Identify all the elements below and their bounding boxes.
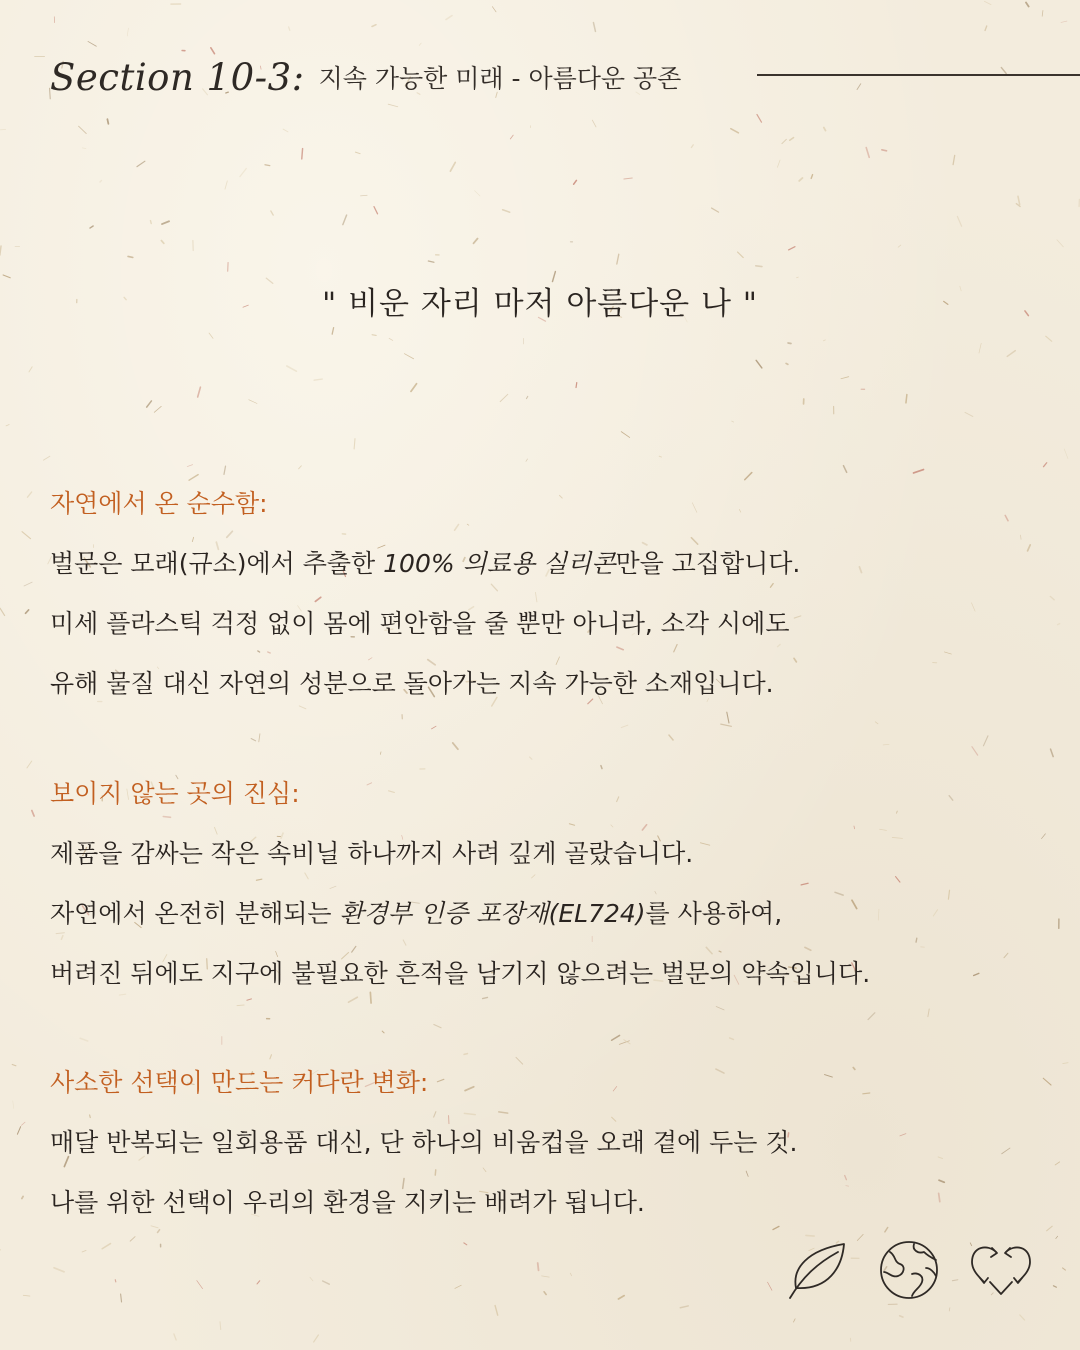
- paper-speck: [475, 191, 480, 196]
- paper-speck: [79, 126, 87, 133]
- paper-speck: [446, 16, 452, 20]
- paper-speck: [1026, 2, 1029, 6]
- paper-speck: [0, 129, 6, 130]
- paper-speck: [100, 181, 101, 183]
- paper-speck: [841, 377, 849, 379]
- paper-speck: [27, 492, 31, 497]
- line-text: 미세 플라스틱 걱정 없이 몸에 편안함을 줄 뿐만 아니라, 소각 시에도: [50, 609, 790, 638]
- paper-speck: [985, 26, 987, 30]
- paper-speck: [972, 747, 978, 755]
- emphasis-text: 환경부 인증 포장재(EL724): [339, 899, 646, 928]
- paper-speck: [389, 338, 393, 340]
- paper-speck: [283, 129, 288, 132]
- body-line: [50, 884, 1020, 944]
- paper-speck: [115, 1280, 116, 1282]
- paper-speck: [1043, 1078, 1051, 1085]
- paper-speck: [411, 384, 417, 392]
- paper-speck: [530, 757, 532, 759]
- paper-speck: [1020, 1315, 1025, 1320]
- paper-speck: [257, 1281, 260, 1284]
- paper-speck: [1028, 545, 1031, 551]
- paper-speck: [249, 400, 257, 404]
- paper-speck: [824, 128, 826, 131]
- paper-speck: [43, 456, 49, 460]
- paper-speck: [790, 138, 794, 141]
- paper-speck: [289, 27, 290, 30]
- paper-speck: [428, 261, 434, 262]
- paper-speck: [789, 247, 795, 250]
- paper-speck: [928, 1009, 929, 1017]
- paper-speck: [793, 1319, 795, 1322]
- paper-speck: [544, 1292, 546, 1295]
- paper-speck: [287, 366, 297, 371]
- paper-speck: [80, 1038, 88, 1041]
- paper-speck: [786, 363, 788, 364]
- paper-speck: [6, 425, 9, 426]
- paper-speck: [332, 328, 333, 335]
- body-line: [50, 1173, 1020, 1233]
- paper-speck: [492, 7, 496, 12]
- page-header: [50, 52, 1080, 102]
- paper-speck: [1041, 834, 1045, 839]
- body-line: [50, 1113, 1020, 1173]
- paper-speck: [380, 752, 381, 755]
- paper-speck: [354, 439, 355, 449]
- line-text: 버려진 뒤에도 지구에 불필요한 흔적을 남기지 않으려는 벌문의 약속입니다.: [50, 959, 871, 988]
- paper-speck: [1055, 1162, 1059, 1165]
- paper-speck: [130, 1237, 135, 1241]
- paper-speck: [1057, 240, 1063, 247]
- paper-speck: [174, 1334, 176, 1340]
- paper-speck: [198, 387, 201, 397]
- paper-speck: [21, 1122, 25, 1125]
- paper-speck: [128, 256, 133, 257]
- paper-speck: [510, 135, 513, 139]
- paper-speck: [299, 466, 302, 469]
- paper-speck: [624, 178, 632, 179]
- paper-speck: [251, 739, 255, 741]
- paper-speck: [372, 335, 376, 336]
- paper-speck: [32, 811, 34, 817]
- content-block-nature: [50, 474, 1020, 714]
- paper-speck: [500, 394, 508, 401]
- paper-speck: [953, 155, 955, 164]
- paper-speck: [1007, 351, 1015, 357]
- paper-speck: [906, 395, 907, 403]
- paper-speck: [612, 1035, 620, 1040]
- paper-speck: [542, 1276, 550, 1277]
- paper-speck: [914, 470, 924, 473]
- paper-speck: [237, 1005, 244, 1006]
- paper-speck: [782, 139, 786, 143]
- paper-speck: [197, 1281, 203, 1289]
- paper-speck: [949, 1308, 950, 1311]
- line-text: 나를 위한 선택이 우리의 환경을 지키는 배려가 됩니다.: [50, 1188, 645, 1217]
- paper-speck: [22, 532, 30, 539]
- recycle-heart-icon: [966, 1238, 1036, 1302]
- line-text: 만을 고집합니다.: [615, 549, 801, 578]
- paper-speck: [17, 1127, 20, 1135]
- line-text: 제품을 감싸는 작은 속비닐 하나까지 사려 깊게 골랐습니다.: [50, 839, 694, 868]
- line-text: 매달 반복되는 일회용품 대신, 단 하나의 비움컵을 오래 곁에 두는 것.: [50, 1128, 798, 1157]
- paper-speck: [271, 211, 273, 215]
- paper-speck: [137, 161, 145, 166]
- paper-speck: [900, 1316, 903, 1317]
- paper-speck: [434, 1025, 441, 1028]
- paper-speck: [570, 1273, 571, 1276]
- paper-speck: [82, 148, 86, 149]
- paper-speck: [898, 245, 901, 247]
- paper-speck: [659, 456, 661, 457]
- paper-speck: [22, 1196, 23, 1198]
- paper-speck: [593, 23, 595, 32]
- paper-speck: [88, 41, 96, 46]
- paper-speck: [372, 25, 376, 27]
- paper-speck: [777, 160, 780, 167]
- paper-speck: [576, 383, 577, 388]
- leaf-icon: [782, 1238, 852, 1302]
- paper-speck: [12, 1064, 16, 1065]
- paper-speck: [1061, 21, 1067, 22]
- paper-speck: [979, 343, 981, 353]
- paper-speck: [823, 340, 825, 341]
- section-label: Section 10-3:: [50, 55, 305, 99]
- paper-speck: [343, 215, 347, 225]
- content-block-packaging: [50, 764, 1020, 1004]
- body-line: [50, 594, 1020, 654]
- paper-speck: [0, 246, 1, 255]
- paper-speck: [866, 148, 869, 158]
- paper-speck: [1064, 449, 1068, 459]
- paper-speck: [1044, 463, 1047, 467]
- paper-speck: [621, 725, 628, 727]
- globe-icon: [874, 1238, 944, 1302]
- line-text: 를 사용하여,: [645, 899, 783, 928]
- paper-speck: [1051, 749, 1054, 756]
- paper-speck: [1050, 596, 1054, 599]
- paper-speck: [147, 401, 152, 407]
- header-divider: [757, 74, 1080, 76]
- line-text: 벌문은 모래(규소)에서 추출한: [50, 549, 384, 578]
- paper-speck: [732, 421, 734, 422]
- paper-speck: [721, 724, 732, 726]
- paper-speck: [302, 149, 303, 159]
- paper-speck: [538, 1263, 539, 1270]
- block-heading: 사소한 선택이 만드는 커다란 변화:: [50, 1068, 429, 1097]
- paper-speck: [360, 195, 367, 196]
- paper-speck: [985, 1, 991, 4]
- paper-speck: [54, 1268, 64, 1272]
- paper-speck: [1047, 1226, 1053, 1231]
- paper-speck: [323, 1281, 330, 1284]
- paper-speck: [121, 1294, 122, 1302]
- paper-speck: [756, 360, 762, 368]
- paper-speck: [127, 28, 128, 36]
- paper-speck: [669, 735, 673, 740]
- paper-speck: [526, 459, 528, 461]
- paper-speck: [768, 1282, 772, 1290]
- paper-speck: [788, 343, 791, 344]
- paper-speck: [464, 1243, 467, 1245]
- paper-speck: [731, 129, 739, 133]
- paper-speck: [26, 610, 29, 613]
- paper-speck: [161, 241, 163, 244]
- paper-speck: [474, 239, 478, 244]
- paper-speck: [712, 208, 719, 212]
- paper-speck: [82, 1250, 86, 1251]
- paper-speck: [453, 743, 458, 749]
- paper-speck: [738, 252, 744, 257]
- paper-speck: [431, 726, 436, 729]
- paper-speck: [1020, 535, 1021, 539]
- paper-speck: [592, 120, 596, 127]
- paper-speck: [617, 254, 619, 264]
- paper-speck: [618, 1296, 624, 1299]
- paper-speck: [209, 333, 213, 338]
- paper-speck: [27, 761, 32, 768]
- paper-speck: [355, 152, 360, 154]
- paper-speck: [1018, 196, 1020, 204]
- paper-speck: [756, 266, 762, 267]
- content-block-change: [50, 1053, 1020, 1233]
- paper-speck: [419, 43, 421, 45]
- paper-speck: [240, 168, 246, 176]
- paper-speck: [574, 180, 577, 184]
- paper-speck: [374, 207, 378, 214]
- paper-speck: [265, 165, 270, 166]
- paper-speck: [187, 465, 192, 467]
- paper-speck: [23, 1295, 30, 1296]
- paper-speck: [0, 608, 5, 615]
- paper-speck: [102, 1244, 110, 1249]
- paper-speck: [799, 178, 802, 181]
- paper-speck: [882, 150, 887, 151]
- line-text: 유해 물질 대신 자연의 성분으로 돌아가는 지속 가능한 소재입니다.: [50, 669, 774, 698]
- body-line: [50, 534, 1020, 594]
- paper-speck: [757, 114, 762, 122]
- paper-speck: [29, 367, 32, 372]
- block-heading: 보이지 않는 곳의 진심:: [50, 779, 300, 808]
- eco-icons: [782, 1238, 1036, 1302]
- paper-speck: [843, 466, 846, 473]
- paper-speck: [730, 1038, 734, 1039]
- paper-speck: [225, 181, 227, 189]
- paper-speck: [154, 406, 161, 412]
- paper-speck: [983, 736, 987, 746]
- paper-speck: [259, 734, 260, 742]
- paper-speck: [404, 354, 413, 359]
- paper-speck: [495, 1306, 498, 1316]
- paper-speck: [965, 412, 973, 416]
- paper-speck: [621, 432, 629, 438]
- line-text: 자연에서 온전히 분해되는: [50, 899, 340, 928]
- section-subtitle: 지속 가능한 미래 - 아름다운 공존: [318, 64, 682, 93]
- paper-speck: [162, 221, 169, 224]
- paper-speck: [875, 722, 878, 724]
- paper-speck: [24, 582, 32, 586]
- paper-speck: [1042, 10, 1043, 16]
- paper-speck: [455, 1285, 461, 1288]
- body-line: [50, 824, 1020, 884]
- paper-speck: [150, 221, 151, 224]
- paper-speck: [503, 210, 510, 212]
- block-heading: 자연에서 온 순수함:: [50, 489, 268, 518]
- paper-speck: [691, 145, 693, 148]
- paper-speck: [680, 1306, 688, 1308]
- paper-speck: [624, 1040, 630, 1044]
- body-line: [50, 654, 1020, 714]
- emphasis-text: 100% 의료용 실리콘: [383, 549, 616, 578]
- paper-speck: [314, 1335, 319, 1342]
- paper-speck: [1063, 1063, 1068, 1064]
- paper-speck: [90, 226, 93, 228]
- paper-speck: [1056, 1236, 1058, 1238]
- paper-speck: [314, 379, 322, 380]
- paper-speck: [811, 175, 812, 179]
- body-line: [50, 944, 1020, 1004]
- paper-speck: [13, 1101, 14, 1109]
- paper-speck: [957, 216, 961, 226]
- paper-speck: [1053, 1286, 1056, 1287]
- paper-speck: [526, 396, 527, 398]
- paper-speck: [868, 1013, 875, 1020]
- paper-speck: [388, 104, 398, 107]
- paper-speck: [382, 1031, 384, 1033]
- paper-speck: [450, 162, 455, 171]
- paper-speck: [716, 1007, 724, 1010]
- paper-speck: [1058, 624, 1060, 625]
- paper-speck: [1046, 336, 1052, 341]
- quote-text: " 비운 자리 마저 아름다운 나 ": [321, 286, 759, 322]
- paper-speck: [310, 1277, 313, 1281]
- paper-speck: [220, 1322, 221, 1330]
- paper-speck: [1063, 1268, 1066, 1270]
- paper-speck: [107, 119, 108, 124]
- paper-speck: [806, 1235, 814, 1236]
